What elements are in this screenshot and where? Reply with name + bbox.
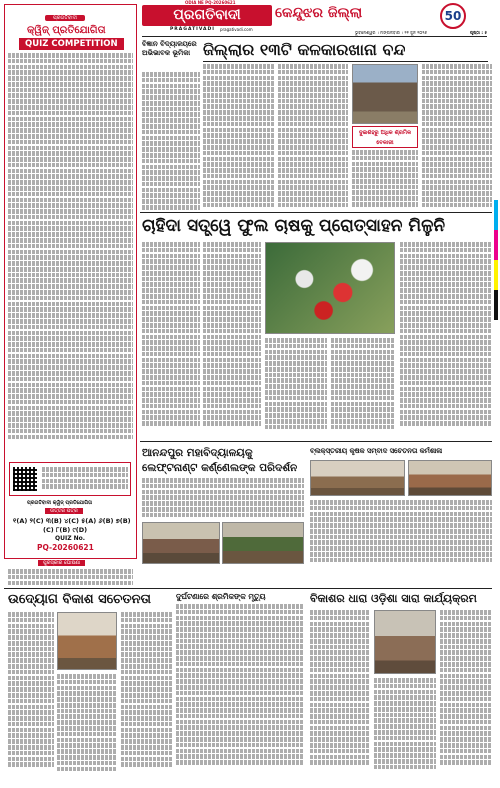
prize-label: ପୁରସ୍କାର ଘୋଷଣା: [38, 560, 85, 566]
school-story-text: [142, 72, 200, 210]
banner-headline: ଚାହିଦା ସତ୍ତ୍ୱେ ଫୁଲ ଚାଷକୁ ପ୍ରୋତ୍ସାହନ ମିଳୁନି: [142, 216, 446, 236]
answer-label: ଉତ୍ତର ପତ୍ର: [45, 508, 83, 514]
bottom-left-headline: ଉଦ୍ୟୋଗ ବିକାଶ ସଚେତନତା: [8, 592, 151, 607]
school-headline: ବିଜ୍ଞାନ ବିଦ୍ୟାଳୟରେ ଅଭିଭାବକ ଭୂମିକା: [142, 40, 197, 57]
bottom-right-photo: [374, 610, 436, 674]
college-headline: ଆନନ୍ଦପୁର ମହାବିଦ୍ୟାଳୟକୁ: [142, 447, 253, 459]
bottom-left-photo: [57, 612, 117, 670]
top-strip: ODIA NE PQ-20260621: [185, 0, 236, 5]
lead-story-col1: [203, 64, 275, 210]
lead-story-col3: [352, 150, 418, 210]
quiz-title-en: QUIZ COMPETITION: [19, 38, 124, 50]
banner-rule: [140, 212, 492, 213]
entry-box-label: ପ୍ରଗତିବାଦୀ କ୍ୱିଜ୍ ପ୍ରତିଯୋଗିତା: [27, 500, 93, 506]
flower-story-col2: [203, 242, 261, 438]
qr-code-icon: [13, 467, 37, 491]
bottom-mid-text: [176, 604, 304, 780]
mid-rule: [140, 441, 492, 442]
bottom-right-col2: [374, 678, 436, 780]
bottom-right-col1: [310, 610, 370, 780]
lead-headline: ଜିଲ୍ଲାର ୧୩ଟି କଳକାରଖାନା ବନ୍ଦ: [203, 40, 406, 59]
flower-story-col3: [265, 338, 327, 438]
registration-marks: [494, 200, 498, 320]
bottom-left-col3: [121, 612, 173, 780]
anniversary-badge: [440, 3, 466, 29]
lead-subhead-text: ଦୁଇଶହରୁ ଅଧିକ ଶ୍ରମିକ ବେକାରୀ: [358, 130, 412, 146]
masthead-logo: [142, 5, 272, 26]
lead-story-col2: [278, 64, 348, 210]
lead-story-col4: [422, 64, 492, 210]
bottom-left-col2: [57, 674, 117, 780]
story-school-headline: [142, 40, 202, 70]
college-photo-1: [142, 522, 220, 564]
camp-story-text: [310, 500, 492, 564]
masthead-rule: [142, 36, 487, 37]
lead-subhead: [352, 126, 418, 148]
quiz-questions: [8, 53, 133, 453]
bottom-right-col3: [440, 610, 492, 780]
bottom-rule: [4, 588, 492, 589]
college-photo-2: [222, 522, 304, 564]
lead-rule: [203, 61, 488, 62]
logo-sub: PRAGATIVADI: [170, 27, 215, 32]
date-line: ଭୁବନେଶ୍ୱର । ମଙ୍ଗଳବାର । ୨୧ ଜୁନ ୨୦୨୬: [355, 30, 428, 35]
website: pragativadi.com: [220, 27, 253, 32]
logo-text: ପ୍ରଗତିବାଦୀ: [173, 7, 241, 23]
quiz-entry-box: [9, 462, 131, 496]
flower-story-col4: [331, 338, 395, 438]
quiz-title-odia: କ୍ୱିଜ୍ ପ୍ରତିଯୋଗିତା: [27, 25, 106, 36]
answer-sequence: ୧(A) ୨(C) ୩(B) ୪(C) ୫(A) ୬(B) ୭(B): [13, 517, 131, 525]
flower-photo: [265, 242, 395, 334]
answer-sequence-2: (C) ୮(B) ୯(D): [43, 526, 88, 534]
page-number: ପୃଷ୍ଠା : ୫: [470, 30, 488, 35]
camp-photo: [310, 460, 405, 496]
college-story-text: [142, 478, 304, 520]
college-headline-2: ଲେଫ୍ଟନାଣ୍ଟ କର୍ଣ୍ଣେଲଙ୍କ ପରିଦର୍ଶନ: [142, 462, 298, 474]
bottom-left-col1: [8, 612, 54, 780]
camp-headline: ବ୍ଲକ୍‌ସ୍ତରୀୟ କୃଷକ ସମ୍ବାଦ ସଚେତନତା କର୍ମଶାଳା: [310, 447, 443, 455]
flower-story-col1: [142, 242, 200, 438]
quiz-column: [4, 4, 137, 559]
district-title: କେନ୍ଦୁଝର ଜିଲ୍ଲା: [275, 5, 363, 21]
anniversary-number: 50: [444, 9, 462, 23]
camp-photo-2: [408, 460, 492, 496]
quiz-number-label: QUIZ No.: [55, 535, 86, 542]
factory-photo: [352, 64, 418, 124]
quiz-number: PQ-20260621: [37, 543, 94, 552]
entry-instructions: [42, 467, 128, 491]
bottom-mid-headline: ଦୁର୍ଘଟଣାରେ ଶ୍ରମିକଙ୍କ ମୃତ୍ୟୁ: [176, 592, 266, 601]
bottom-right-headline: ବିକାଶର ଧାରା ଓଡ଼ିଶା ସାରା କାର୍ଯ୍ୟକ୍ରମ: [310, 592, 477, 605]
right-column-story: [400, 242, 492, 438]
quiz-ribbon: ପ୍ରଗତିବାଦୀ: [45, 15, 85, 21]
